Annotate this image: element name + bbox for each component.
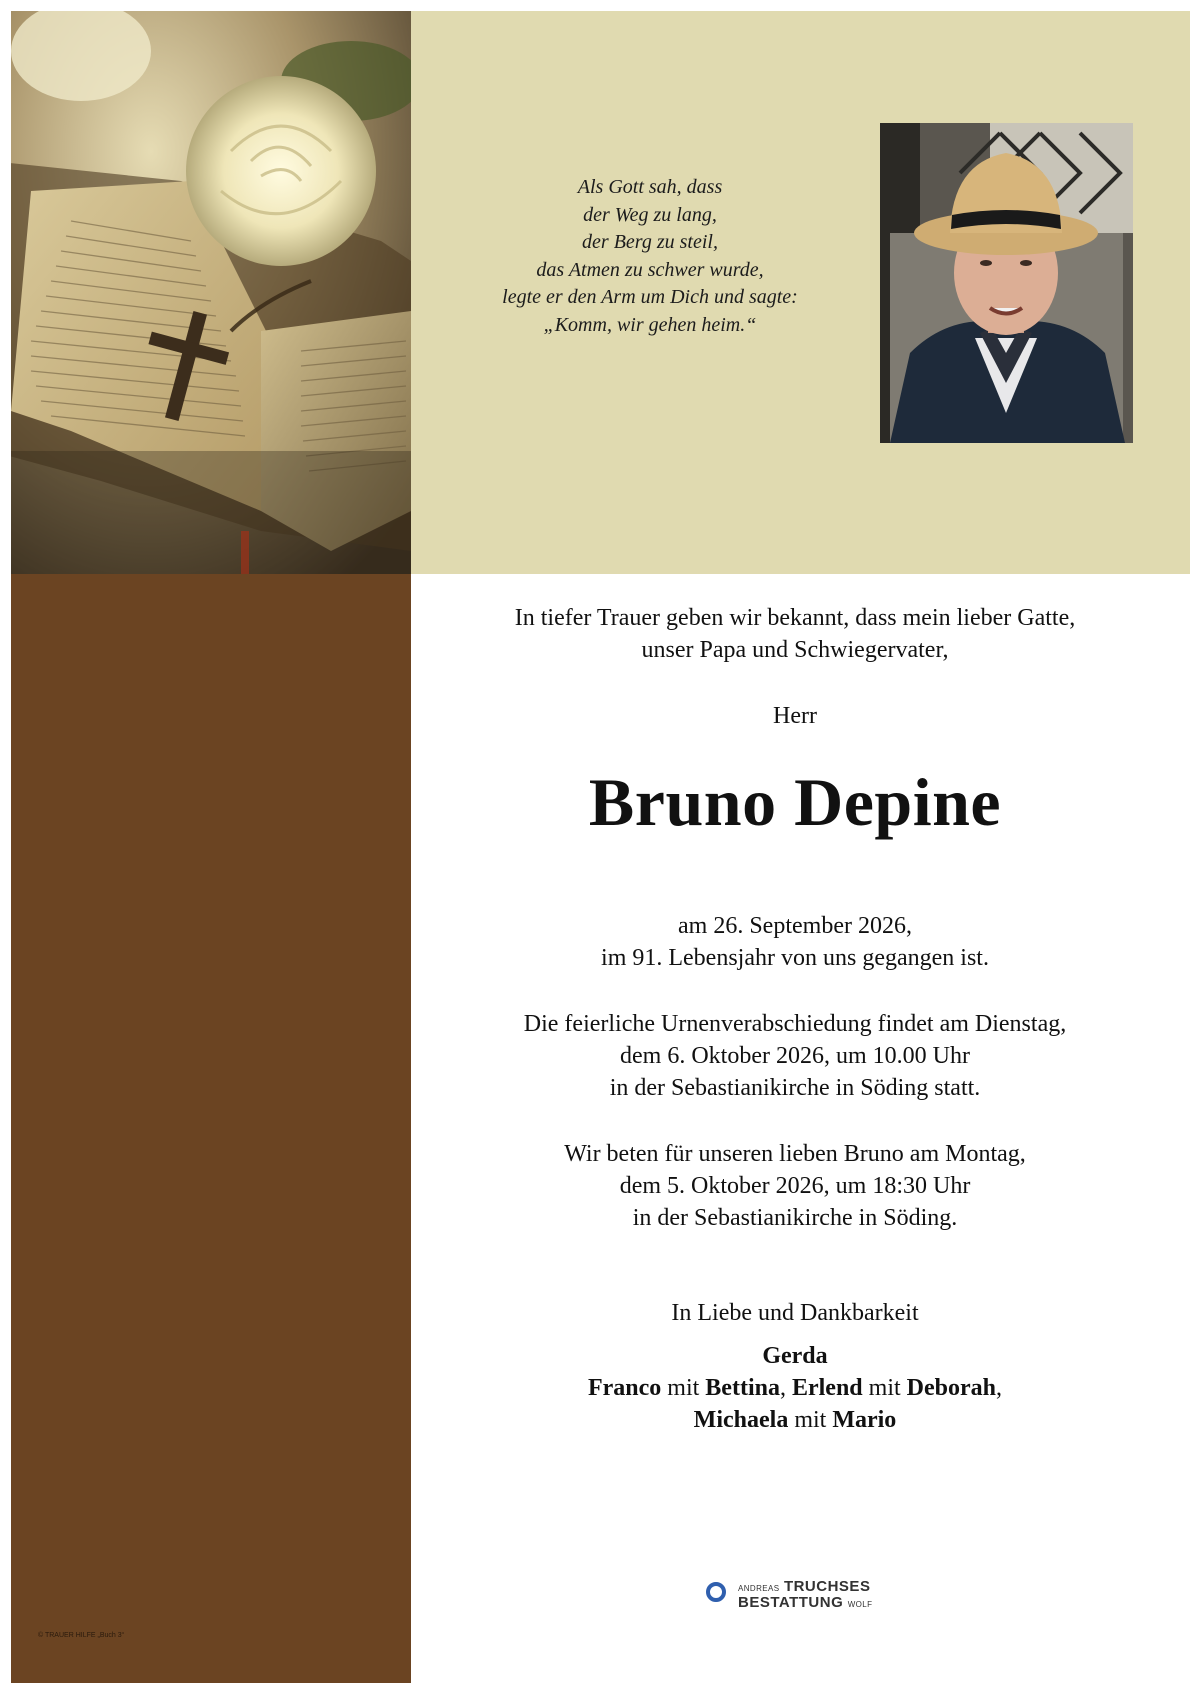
prayer-line: Wir beten für unseren lieben Bruno am Montag,	[564, 1141, 1026, 1167]
ceremony-line: in der Sebastianikirche in Söding statt.	[609, 1075, 981, 1101]
mourners-list	[430, 1340, 1160, 1436]
mourners-line	[430, 1340, 1160, 1372]
logo-text: WOLF	[847, 1600, 873, 1609]
salutation: Herr	[773, 703, 817, 729]
mourner-name: Bettina	[705, 1375, 780, 1401]
mourner-separator: ,	[996, 1375, 1003, 1401]
announcement-intro	[430, 602, 1160, 666]
bible-rose-photo	[11, 11, 411, 574]
poem-line: Als Gott sah, dass	[577, 176, 723, 198]
prayer-info	[430, 1138, 1160, 1234]
mourners-line	[430, 1372, 1160, 1404]
poem-line: legte er den Arm um Dich und sagte:	[502, 286, 798, 308]
intro-line: unser Papa und Schwiegervater,	[641, 637, 949, 663]
mourner-name: Erlend	[791, 1375, 863, 1401]
mourner-separator: ,	[779, 1375, 786, 1401]
poem-line: das Atmen zu schwer wurde,	[536, 258, 764, 281]
poem-line: der Weg zu lang,	[583, 203, 717, 226]
prayer-line: in der Sebastianikirche in Söding.	[632, 1205, 958, 1231]
ceremony-line: Die feierliche Urnenverabschiedung findet am Dienstag,	[523, 1011, 1067, 1037]
logo-ring-icon	[706, 1582, 726, 1602]
death-line: am 26. September 2026,	[678, 913, 912, 939]
mourner-name: Deborah	[906, 1375, 997, 1401]
ceremony-info	[430, 1008, 1160, 1104]
deceased-portrait	[880, 123, 1133, 443]
logo-text: BESTATTUNG	[738, 1594, 844, 1611]
mourners-line	[430, 1404, 1160, 1436]
image-copyright: © TRAUER HILFE „Buch 3“	[38, 1632, 124, 1639]
closing-phrase: In Liebe und Dankbarkeit	[671, 1300, 919, 1326]
logo-line	[738, 1594, 872, 1612]
mourner-name: Franco	[587, 1375, 662, 1401]
ceremony-line: dem 6. Oktober 2026, um 10.00 Uhr	[620, 1043, 970, 1069]
poem-line: der Berg zu steil,	[582, 231, 718, 253]
poem-line: „Komm, wir gehen heim.“	[543, 313, 757, 336]
funeral-home-logo	[706, 1578, 884, 1614]
death-notice	[430, 910, 1160, 974]
mourner-name: Michaela	[693, 1407, 789, 1433]
intro-line: In tiefer Trauer geben wir bekannt, dass mein lieber Gatte,	[514, 605, 1076, 631]
prayer-line: dem 5. Oktober 2026, um 18:30 Uhr	[619, 1173, 971, 1199]
logo-text: TRUCHSES	[783, 1578, 871, 1595]
deceased-name: Bruno Depine	[588, 764, 1002, 840]
mourner-name: Gerda	[762, 1343, 828, 1369]
poem	[430, 174, 870, 339]
mourner-conjunction: mit	[794, 1407, 827, 1433]
mourner-conjunction: mit	[667, 1375, 700, 1401]
left-decor-band	[11, 574, 411, 1683]
mourner-conjunction: mit	[868, 1375, 901, 1401]
death-line: im 91. Lebensjahr von uns gegangen ist.	[601, 945, 989, 971]
mourner-name: Mario	[832, 1407, 897, 1433]
logo-text: ANDREAS	[738, 1584, 780, 1593]
